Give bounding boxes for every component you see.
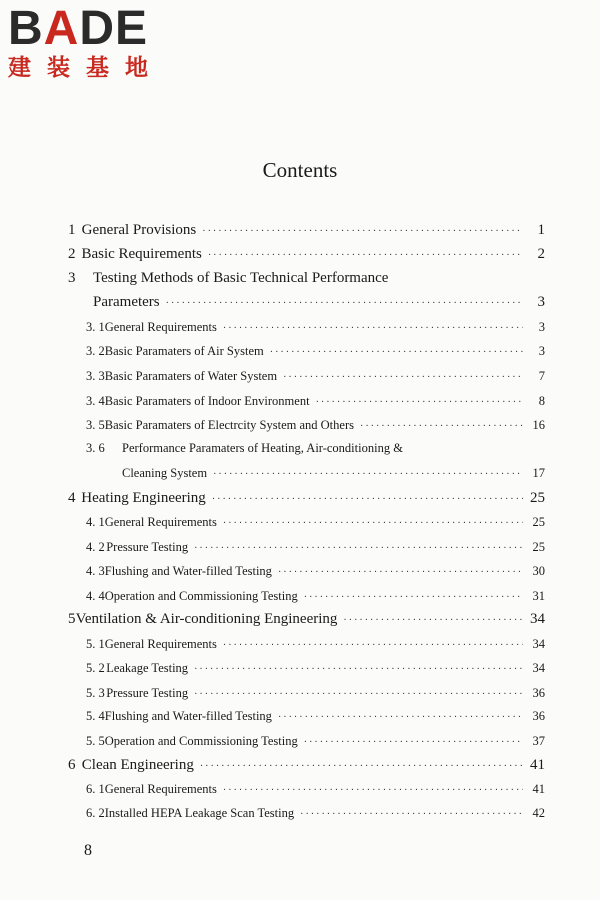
toc-entry-title: General Provisions [81, 222, 197, 238]
toc-entry-page: 7 [538, 369, 545, 383]
toc-entry-title: Installed HEPA Leakage Scan Testing [104, 806, 295, 820]
toc-entry-title: Ventilation & Air-conditioning Engineering [75, 611, 338, 627]
dot-leader [208, 250, 523, 261]
toc-entry-title: Testing Methods of Basic Technical Performance [93, 270, 389, 286]
toc-entry-page: 25 [532, 515, 545, 529]
dot-leader [316, 397, 523, 408]
dot-leader [212, 494, 523, 505]
bade-logo [8, 2, 164, 82]
dot-leader [200, 761, 523, 772]
dot-leader [283, 372, 523, 383]
page-number: 8 [84, 842, 92, 859]
toc-entry-number: 6. 1 [86, 782, 105, 796]
toc-entry-number: 3. 5 [86, 418, 105, 432]
toc-entry-page: 3 [537, 294, 545, 310]
toc-subsection-entry [86, 782, 545, 797]
toc-entry-page: 42 [532, 806, 545, 820]
toc-subsection-entry [86, 637, 545, 652]
toc-entry-page: 36 [532, 709, 545, 723]
toc-subsection-entry [86, 344, 545, 359]
dot-leader [223, 323, 523, 334]
toc-entry-page: 30 [532, 564, 545, 578]
toc-chapter-entry [68, 222, 545, 239]
toc-subsection-entry [86, 441, 545, 456]
toc-chapter-entry [68, 246, 545, 263]
dot-leader [278, 567, 523, 578]
toc-entry-number: 5 [68, 611, 76, 627]
toc-entry-title: General Requirements [104, 782, 217, 796]
toc-entry-page: 34 [532, 661, 545, 675]
dot-leader [223, 785, 523, 796]
logo-chinese-text: 建装基地 [8, 55, 164, 81]
toc-subsection-entry [86, 806, 545, 821]
toc-entry-number: 5. 1 [86, 637, 105, 651]
toc-entry-page: 36 [532, 686, 545, 700]
dot-leader [194, 543, 523, 554]
dot-leader [223, 640, 523, 651]
toc-entry-page: 37 [532, 734, 545, 748]
toc-chapter-entry [68, 270, 545, 287]
toc-entry-number: 3. 2 [86, 344, 105, 358]
toc-entry-title: General Requirements [104, 515, 217, 529]
toc-entry-number: 3. 3 [86, 369, 105, 383]
dot-leader [270, 347, 523, 358]
toc-entry-number: 4 [68, 490, 76, 506]
toc-entry-number: 4. 3 [86, 564, 105, 578]
toc-subsection-entry [86, 540, 545, 555]
dot-leader [194, 689, 523, 700]
toc-entry-title: General Requirements [104, 637, 217, 651]
toc-subsection-entry [86, 564, 545, 579]
toc-entry-title: General Requirements [104, 320, 217, 334]
toc-entry-title: Leakage Testing [106, 661, 189, 675]
toc-entry-number: 4. 1 [86, 515, 105, 529]
toc-entry-page: 3 [538, 320, 545, 334]
page-title: Contents [262, 158, 338, 182]
toc-entry-number: 5. 5 [86, 734, 105, 748]
toc-entry-page: 17 [532, 466, 545, 480]
toc-entry-title: Operation and Commissioning Testing [104, 589, 298, 603]
toc-subsection-entry [86, 734, 545, 749]
toc-subsection-entry [86, 709, 545, 724]
toc-entry-page: 41 [530, 757, 545, 773]
toc-entry-title: Pressure Testing [106, 540, 189, 554]
toc-entry-title: Operation and Commissioning Testing [104, 734, 298, 748]
toc-entry-title: Basic Requirements [81, 246, 202, 262]
dot-leader [304, 592, 523, 603]
toc-entry-title-continued: Cleaning System [122, 466, 208, 480]
toc-entry-number: 5. 2 [86, 661, 105, 675]
dot-leader [194, 664, 523, 675]
toc-entry-page: 8 [538, 394, 545, 408]
toc-entry-title: Pressure Testing [106, 686, 189, 700]
toc-entry-title: Flushing and Water-filled Testing [104, 709, 272, 723]
toc-subsection-entry [86, 686, 545, 701]
dot-leader [300, 809, 523, 820]
dot-leader [278, 712, 523, 723]
toc-subsection-entry [86, 394, 545, 409]
dot-leader [304, 737, 523, 748]
toc-entry-page: 1 [537, 222, 545, 238]
toc-entry-page: 34 [532, 637, 545, 651]
toc-entry-page: 3 [538, 344, 545, 358]
toc-chapter-entry [68, 757, 545, 774]
toc-entry-number: 5. 4 [86, 709, 105, 723]
dot-leader [343, 615, 523, 626]
toc-entry-number: 1 [68, 222, 76, 238]
toc-entry-number: 6 [68, 757, 76, 773]
toc-entry-title: Flushing and Water-filled Testing [104, 564, 272, 578]
toc-entry-title: Basic Paramaters of Electrcity System and Others [104, 418, 354, 432]
toc-entry-page: 16 [532, 418, 545, 432]
dot-leader [360, 421, 523, 432]
toc-entry-title: Heating Engineering [81, 490, 206, 506]
toc-entry-number: 3. 4 [86, 394, 105, 408]
toc-entry-title: Clean Engineering [81, 757, 194, 773]
toc-entry-page: 34 [530, 611, 545, 627]
logo-wordmark: BADE [8, 2, 149, 55]
toc-entry-number: 3. 1 [86, 320, 105, 334]
dot-leader [213, 469, 523, 480]
toc-subsection-entry [86, 369, 545, 384]
toc-entry-continuation [93, 294, 545, 311]
toc-entry-page: 2 [537, 246, 545, 262]
dot-leader [166, 298, 523, 309]
toc-entry-page: 25 [530, 490, 545, 506]
toc-entry-number: 4. 2 [86, 540, 105, 554]
toc-entry-number: 2 [68, 246, 76, 262]
toc-entry-title: Basic Paramaters of Water System [104, 369, 278, 383]
toc-chapter-entry [68, 490, 545, 507]
toc-subsection-entry [86, 515, 545, 530]
toc-entry-title: Basic Paramaters of Indoor Environment [104, 394, 310, 408]
toc-entry-number: 3. 6 [86, 441, 105, 455]
toc-subsection-entry [86, 320, 545, 335]
toc-entry-page: 31 [532, 589, 545, 603]
toc-chapter-entry [68, 611, 545, 628]
toc-entry-title: Performance Paramaters of Heating, Air-conditioning & [122, 441, 403, 455]
dot-leader [223, 518, 523, 529]
toc-entry-title-continued: Parameters [93, 294, 160, 310]
toc-subsection-entry [86, 418, 545, 433]
toc-entry-page: 41 [532, 782, 545, 796]
toc-entry-number: 6. 2 [86, 806, 105, 820]
toc-entry-number: 5. 3 [86, 686, 105, 700]
toc-entry-page: 25 [532, 540, 545, 554]
toc-entry-continuation [122, 466, 545, 481]
toc-entry-number: 3 [68, 270, 76, 286]
toc-entry-number: 4. 4 [86, 589, 105, 603]
toc-subsection-entry [86, 589, 545, 604]
toc-entry-title: Basic Paramaters of Air System [104, 344, 264, 358]
dot-leader [202, 226, 523, 237]
toc-subsection-entry [86, 661, 545, 676]
